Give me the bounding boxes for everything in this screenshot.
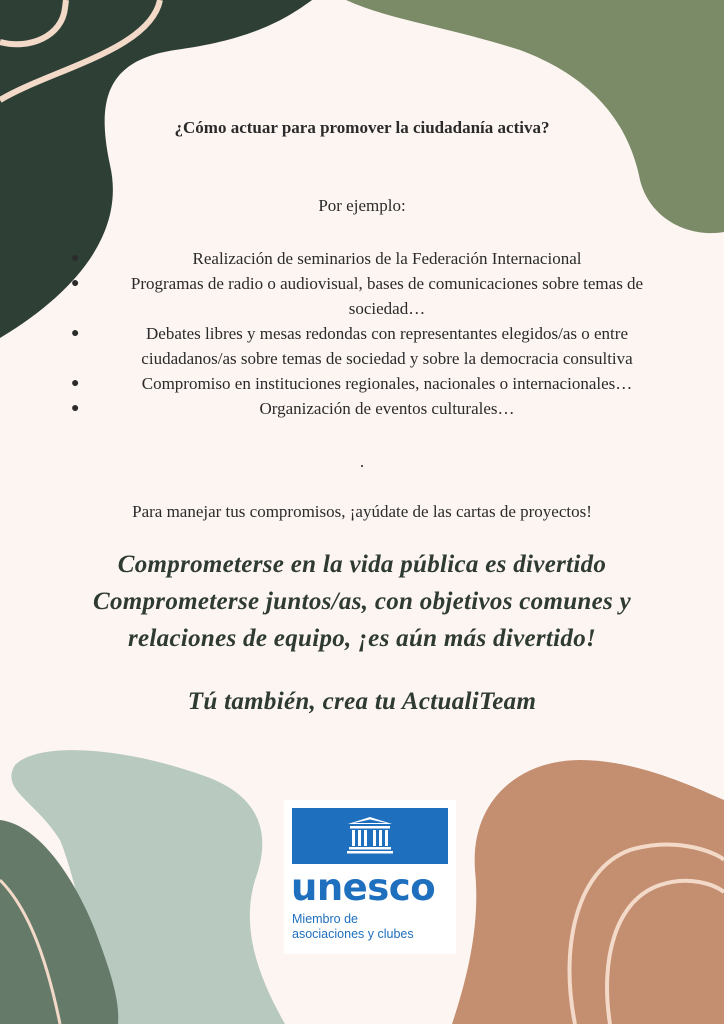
list-item-text: Realización de seminarios de la Federación Internacional	[192, 249, 582, 268]
slogan-line: Comprometerse en la vida pública es divertido	[117, 551, 607, 578]
unesco-temple-icon	[292, 808, 448, 864]
logo-subtitle-line: asociaciones y clubes	[292, 927, 414, 941]
bullet-icon: ●	[71, 401, 80, 416]
intro-text: Por ejemplo:	[318, 196, 406, 215]
list-item	[68, 321, 668, 371]
logo-wordmark: unesco	[291, 866, 436, 909]
bullet-icon: ●	[71, 251, 80, 266]
list-item	[68, 396, 668, 421]
list-item-text: Debates libres y mesas redondas con representantes elegidos/as o entre ciudadanos/as sobre temas de sociedad y sobre la democracia consultiva	[141, 324, 633, 368]
slogan-block	[0, 546, 724, 657]
logo-subtitle-line: Miembro de	[292, 912, 358, 926]
list-item-text: Organización de eventos culturales…	[259, 399, 515, 418]
slogan-line: relaciones de equipo, ¡es aún más divertido!	[127, 625, 597, 652]
bullet-icon: ●	[71, 326, 80, 341]
page-title: ¿Cómo actuar para promover la ciudadanía activa?	[174, 118, 550, 137]
separator-dot: .	[359, 452, 365, 471]
list-item-text: Programas de radio o audiovisual, bases de comunicaciones sobre temas de sociedad…	[130, 274, 644, 318]
project-cards-text: Para manejar tus compromisos, ¡ayúdate de las cartas de proyectos!	[132, 502, 592, 521]
slogan-line: Comprometerse juntos/as, con objetivos comunes y	[92, 588, 632, 615]
bullet-icon: ●	[71, 376, 80, 391]
list-item	[68, 271, 668, 321]
list-item	[68, 246, 668, 271]
list-item	[68, 371, 668, 396]
bullet-icon: ●	[71, 276, 80, 291]
logo-banner	[292, 808, 448, 864]
logo-subtitle	[292, 912, 414, 942]
examples-list	[68, 246, 668, 421]
list-item-text: Compromiso en instituciones regionales, nacionales o internacionales…	[141, 374, 633, 393]
final-slogan: Tú también, crea tu ActualiTeam	[187, 688, 537, 715]
unesco-logo	[284, 800, 456, 954]
